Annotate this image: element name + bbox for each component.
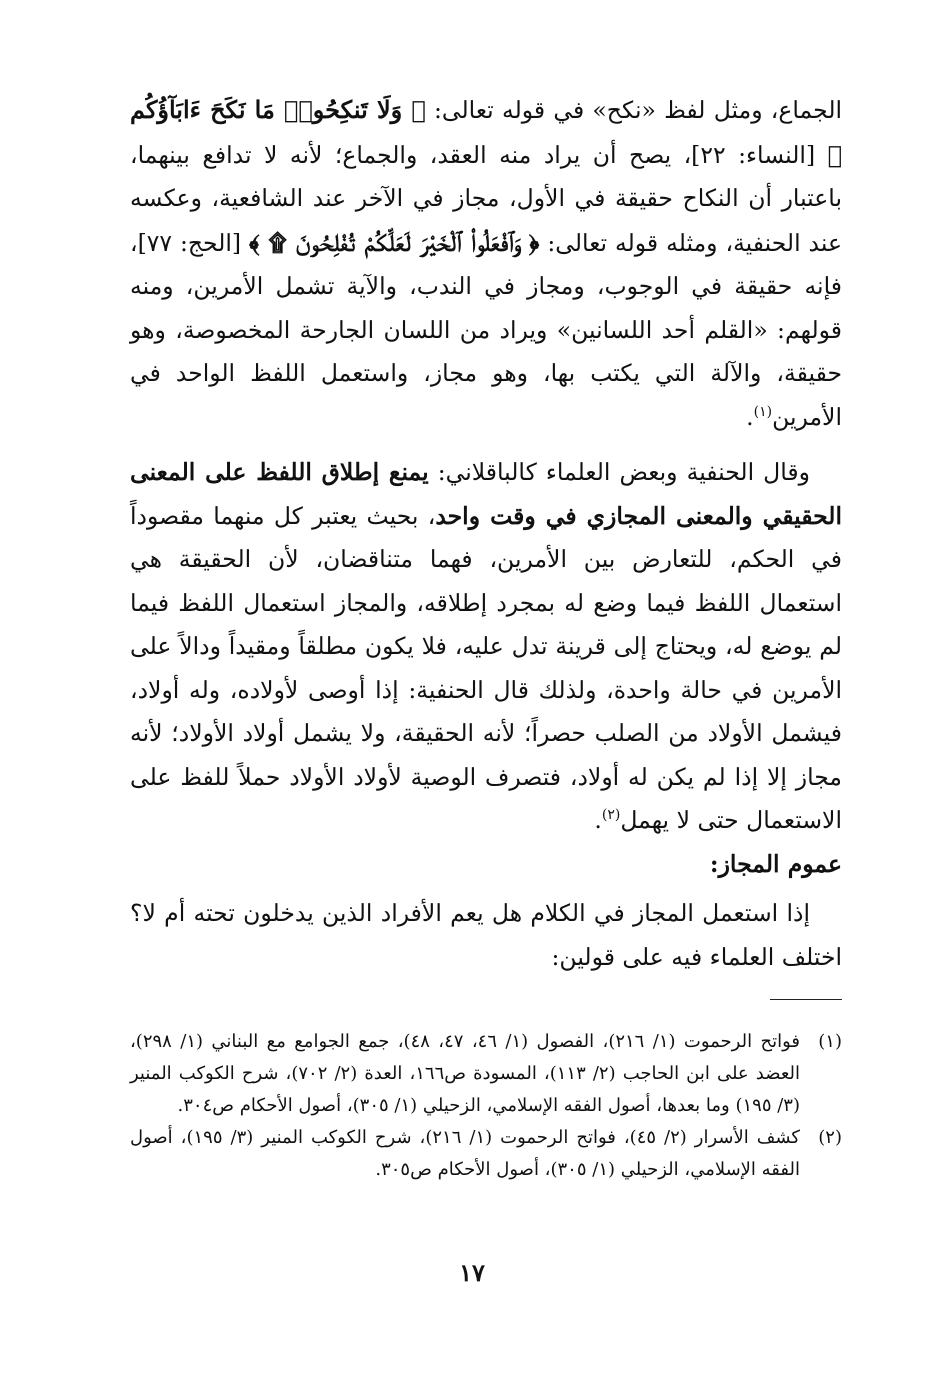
page-number: ١٧ xyxy=(459,1258,485,1287)
footnote-1-text: فواتح الرحموت (١/ ٢١٦)، الفصول (١/ ٤٦، ٤٧، ٤٨)، جمع الجوامع مع البناني (١/ ٢٩٨)، العضد على ابن الحاجب (٢/ ١١٣)، المسودة ص١٦٦، العدة (٢/ ٧٠٢)، شرح الكوكب المنير (٣/ ١٩٥) وما بعدها، أصول الفقه الإسلامي، الزحيلي (١/ ٣٠٥)، أصول الأحكام ص٣٠٤. xyxy=(130,1031,801,1116)
paragraph-2 xyxy=(130,451,842,843)
main-text xyxy=(130,88,842,979)
page-content xyxy=(130,88,842,1186)
paragraph-1-end: . xyxy=(746,402,754,431)
footnote-separator xyxy=(770,999,842,1000)
footnote-ref-2[interactable]: (٢) xyxy=(601,807,621,824)
paragraph-1-text-b: [النساء: ٢٢]، يصح أن يراد منه العقد، والجماع؛ لأنه لا تدافع بينهما، باعتبار أن النكاح حقيقة في الأول، مجاز في الآخر عند الشافعية، وعكسه عند الحنفية، ومثله قوله تعالى: xyxy=(130,140,842,257)
paragraph-2-bold-rule: يمنع إطلاق اللفظ على المعنى الحقيقي والمعنى المجازي في وقت واحد xyxy=(130,458,842,530)
footnote-1-number: (١) xyxy=(818,1031,842,1052)
footnote-2-text: كشف الأسرار (٢/ ٤٥)، فواتح الرحموت (١/ ٢١٦)، شرح الكوكب المنير (٣/ ١٩٥)، أصول الفقه الإسلامي، الزحيلي (١/ ٣٠٥)، أصول الأحكام ص٣٠٥. xyxy=(130,1127,801,1180)
paragraph-1-text-c: [الحج: ٧٧]، فإنه حقيقة في الوجوب، ومجاز في الندب، والآية تشمل الأمرين، ومنه قولهم: «القلم أحد اللسانين» ويراد من اللسان الجارحة المخصوصة، وهو حقيقة، والآلة التي يكتب بها، وهو مجاز، واستعمل اللفظ الواحد في الأمرين xyxy=(130,228,842,431)
footnote-2 xyxy=(130,1122,842,1186)
footnotes xyxy=(130,1026,842,1186)
paragraph-2-text-a: وقال الحنفية وبعض العلماء كالباقلاني: xyxy=(428,458,810,486)
section-heading: عموم المجاز: xyxy=(709,849,842,878)
paragraph-1 xyxy=(130,88,842,439)
footnote-1 xyxy=(130,1026,842,1122)
quran-verse-2: ﴿ وَٱفْعَلُوا۟ ٱلْخَيْرَ لَعَلَّكُمْ تُفْلِحُونَ ۩ ﴾ xyxy=(249,227,540,257)
paragraph-3: إذا استعمل المجاز في الكلام هل يعم الأفراد الذين يدخلون تحته أم لا؟ اختلف العلماء فيه على قولين: xyxy=(130,899,842,971)
paragraph-2-end: . xyxy=(594,806,602,834)
paragraph-1-text-a: الجماع، ومثل لفظ «نكح» في قوله تعالى: xyxy=(425,96,843,124)
paragraph-2-text-b: ، بحيث يعتبر كل منهما مقصوداً في الحكم، للتعارض بين الأمرين، فهما متناقضان، لأن الحقيقة هي استعمال اللفظ فيما وضع له بمجرد إطلاقه، والمجاز استعمال اللفظ فيما لم يوضع له، ويحتاج إلى قرينة تدل عليه، فلا يكون مطلقاً ومقيداً ودالاً على الأمرين في حالة واحدة، ولذلك قال الحنفية: إذا أوصى لأولاده، وله أولاد، فيشمل الأولاد من الصلب حصراً؛ لأنه الحقيقة، ولا يشمل أولاد الأولاد؛ لأنه مجاز إلا إذا لم يكن له أولاد، فتصرف الوصية لأولاد الأولاد حملاً للفظ على الاستعمال حتى لا يهمل xyxy=(130,501,842,834)
footnote-2-number: (٢) xyxy=(818,1127,842,1148)
footnote-ref-1[interactable]: (١) xyxy=(753,403,773,420)
quran-verse-1: ﴿ وَلَا تَنكِحُوا۟ مَا نَكَحَ ءَابَآؤُكُم ﴾ xyxy=(130,95,842,169)
